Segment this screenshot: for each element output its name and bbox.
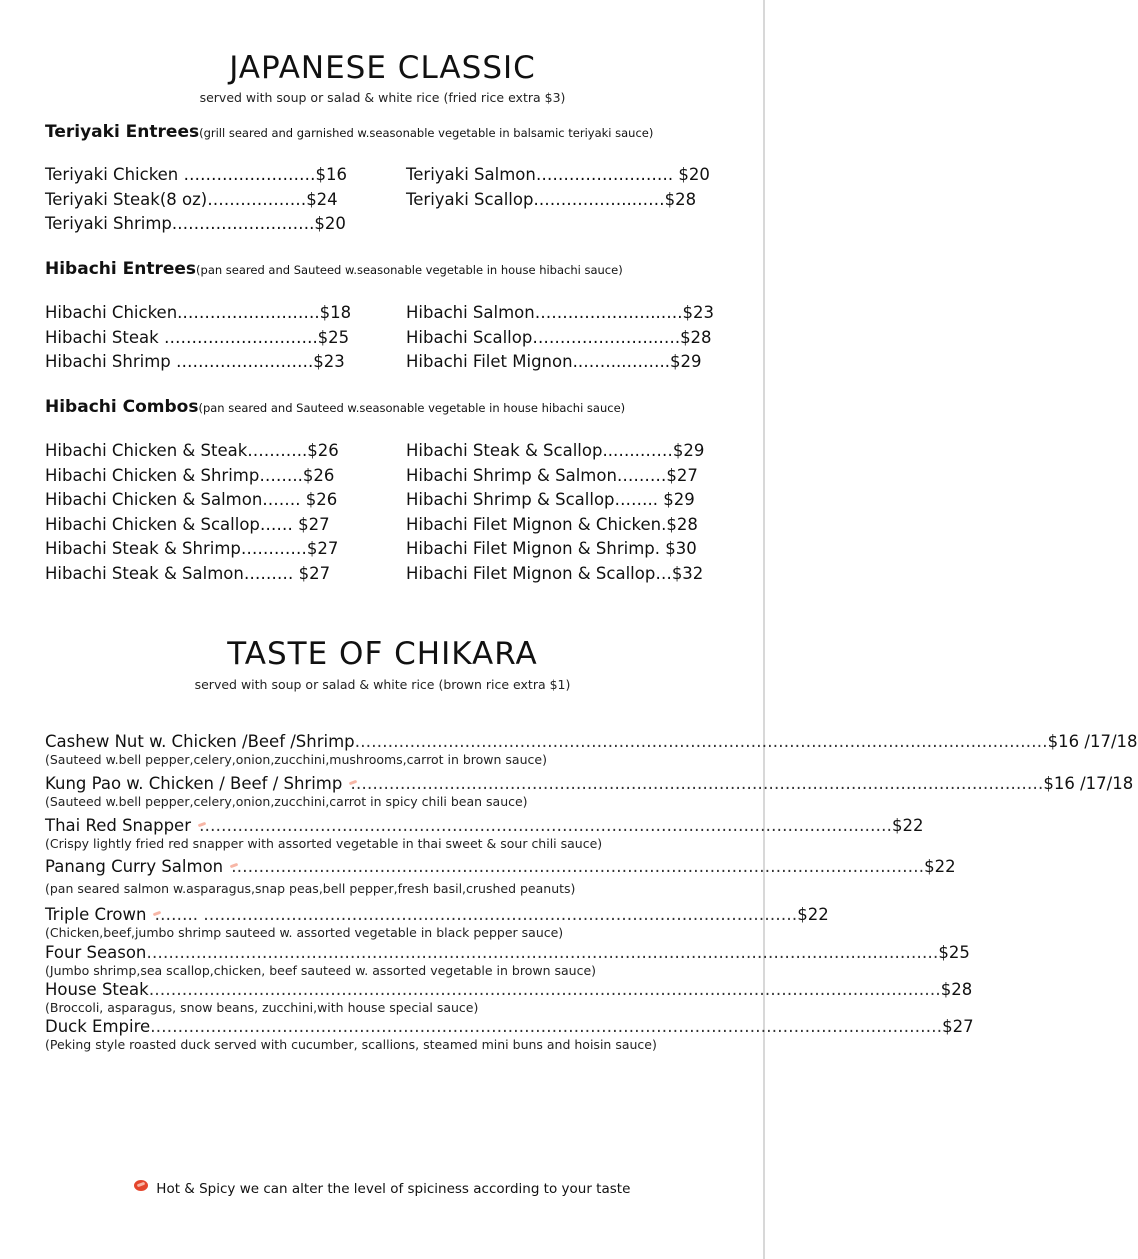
menu-item: Hibachi Shrimp & Scallop…….. $29 [406,490,695,509]
menu-item: Hibachi Chicken & Salmon……. $26 [45,490,338,509]
item-description: (Jumbo shrimp,sea scallop,chicken, beef sauteed w. assorted vegetable in brown sauce) [45,963,597,978]
menu-item: Hibachi Chicken & Scallop…… $27 [45,514,330,534]
legend-text: we can alter the level of spiciness according to your taste [239,1181,631,1197]
menu-item: Hibachi Scallop…………………..….$28 [406,327,712,347]
menu-item: Hibachi Filet Mignon & Shrimp. $30 [406,539,697,558]
specialty-item [45,943,970,978]
section-title: Hibachi Entrees [45,259,197,279]
menu-item: Hibachi Filet Mignon.……...……..$29 [406,352,702,371]
item-name: Panang Curry Salmon [45,857,224,876]
item-description: (Crispy lightly fried red snapper with assorted vegetable in thai sweet & sour chili sauce) [45,836,603,851]
menu-item: Teriyaki Salmon……………………. $20 [406,165,710,184]
section-title: Hibachi Combos [45,397,199,417]
menu-item: Teriyaki Shrimp.…………………….$20 [45,214,346,233]
spicy-legend [134,1180,630,1197]
dot-leader: ……………………………………………………………………………………………………………… [231,857,925,876]
hibachi-combos-heading [45,397,625,417]
menu-item: Teriyaki Steak(8 oz)………………$24 [45,189,338,209]
specialty-item [45,732,1138,767]
menu-item: Hibachi Steak & Salmon……… $27 [45,563,331,583]
item-price: $22 [797,905,829,924]
menu-item: Hibachi Chicken.…………………….$18 [45,303,352,322]
specialty-item [45,1017,974,1052]
dot-leader: ……………………………………………………………………………………………………………… [199,816,892,835]
teriyaki-heading [45,122,653,142]
item-price: $28 [940,980,973,999]
item-price: $22 [892,816,924,835]
menu-item: Hibachi Steak & Scallop..…..……$29 [406,441,705,460]
menu-item: Hibachi Chicken & Shrimp……..$26 [45,465,335,485]
dot-leader: ……………………………………………………………………………………………………………………………… [146,943,939,962]
dot-leader: …….. ……………………………………………………………………………………………… [154,905,798,924]
menu-item: Teriyaki Chicken ……………………$16 [45,165,348,184]
dot-leader: ……………………………………………………………………………………………………………… [354,732,1048,751]
classic-subtitle: served with soup or salad & white rice (fried rice extra $3) [199,90,566,105]
item-name: House Steak [45,980,149,999]
item-name: Kung Pao w. Chicken / Beef / Shrimp [45,774,343,793]
item-price: $22 [924,857,956,876]
hibachi-entrees-right-column [406,301,714,375]
menu-item: Hibachi Shrimp …………………….$23 [45,352,345,371]
chikara-subtitle: served with soup or salad & white rice (brown rice extra $1) [194,677,571,692]
item-price: $27 [942,1017,974,1036]
menu-item: Hibachi Filet Mignon & Scallop…$32 [406,563,704,583]
menu-item: Hibachi Filet Mignon & Chicken.$28 [406,514,698,534]
menu-item: Hibachi Steak & Shrimp…………$27 [45,539,339,558]
chikara-title: TASTE OF CHIKARA [227,636,538,672]
menu-item: Hibachi Steak ……………………….$25 [45,327,350,347]
chili-pepper-icon [134,1180,148,1191]
item-name: Cashew Nut w. Chicken /Beef /Shrimp [45,732,355,751]
menu-item: Hibachi Salmon…………………..….$23 [406,303,714,322]
item-description: (Broccoli, asparagus, snow beans, zucchini,with house special sauce) [45,1000,479,1015]
item-description: (Peking style roasted duck served with cucumber, scallions, steamed mini buns and hoisin sauce) [45,1037,657,1052]
item-description: (pan seared salmon w.asparagus,snap peas,bell pepper,fresh basil,crushed peanuts) [45,881,576,896]
item-description: (Sauteed w.bell pepper,celery,onion,zucchini,mushrooms,carrot in brown sauce) [45,752,547,767]
item-name: Duck Empire [45,1017,151,1036]
section-note: (pan seared and Sauteed w.seasonable vegetable in house hibachi sauce) [198,401,626,415]
section-title: Teriyaki Entrees [45,122,200,142]
section-note: (pan seared and Sauteed w.seasonable vegetable in house hibachi sauce) [196,263,623,277]
hibachi-combos-right-column [406,439,704,586]
item-name: Triple Crown [45,905,147,924]
teriyaki-right-column [406,163,710,212]
section-note: (grill seared and garnished w.seasonable vegetable in balsamic teriyaki sauce) [199,126,654,140]
legend-label: Hot & Spicy [156,1181,236,1197]
dot-leader: ……………………………………………………………………………………………………………………………… [148,980,941,999]
item-name: Four Season [45,943,147,962]
menu-item: Teriyaki Scallop.……………..……$28 [406,189,697,209]
hibachi-entrees-heading [45,259,623,279]
hibachi-combos-left-column [45,439,339,586]
item-price: $25 [938,943,970,962]
specialty-item [45,905,829,940]
item-description: (Sauteed w.bell pepper,celery,onion,zucchini,carrot in spicy chili bean sauce) [45,794,528,809]
menu-item: Hibachi Shrimp & Salmon………$27 [406,465,698,485]
specialty-item [45,816,924,851]
dot-leader: ……………………………………………………………………………………………………………… [350,774,1044,793]
dot-leader: ……………………………………………………………………………………………………………………………… [150,1017,943,1036]
specialty-item [45,774,1134,809]
hibachi-entrees-left-column [45,301,351,375]
item-price: $16 /17/18 [1047,732,1138,751]
item-description: (Chicken,beef,jumbo shrimp sauteed w. assorted vegetable in black pepper sauce) [45,925,564,940]
menu-item: Hibachi Chicken & Steak………..$26 [45,441,339,460]
specialty-item [45,980,973,1015]
specialty-item [45,857,956,896]
item-name: Thai Red Snapper [45,816,191,835]
item-price: $16 /17/18 [1043,774,1134,793]
classic-title: JAPANESE CLASSIC [229,50,536,86]
page-edge [763,0,765,1259]
teriyaki-left-column [45,163,347,237]
